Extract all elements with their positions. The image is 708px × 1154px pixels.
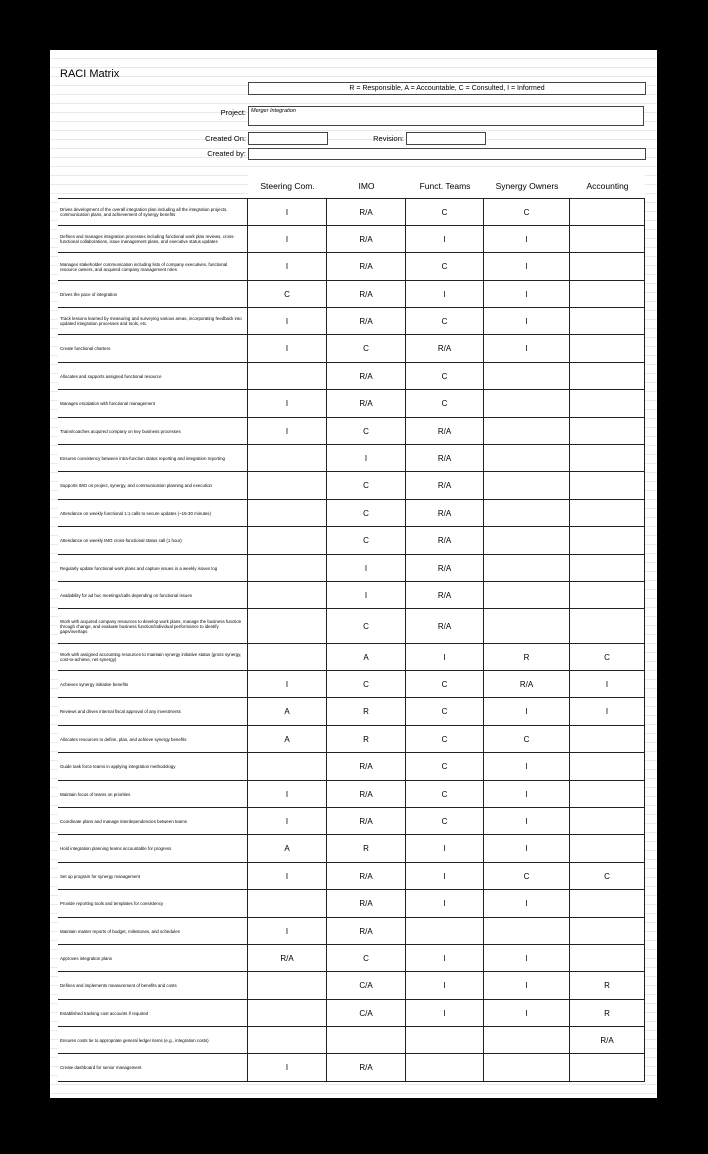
- column-header: Accounting: [570, 174, 645, 198]
- raci-cell[interactable]: C: [484, 726, 570, 752]
- raci-cell[interactable]: C: [406, 363, 484, 389]
- raci-cell[interactable]: [248, 555, 327, 581]
- table-row: [58, 390, 645, 418]
- activity-description: Trains/coaches acquired company on key business processes: [58, 418, 248, 444]
- activity-description: Coordinate plans and manage interdependencies between teams: [58, 808, 248, 834]
- raci-cell[interactable]: [570, 781, 645, 807]
- raci-cell[interactable]: [570, 808, 645, 834]
- raci-cell[interactable]: [327, 1027, 406, 1053]
- raci-cell[interactable]: [570, 726, 645, 752]
- raci-cell[interactable]: I: [406, 863, 484, 889]
- raci-cell[interactable]: R/A: [327, 226, 406, 252]
- raci-cell[interactable]: [570, 226, 645, 252]
- raci-cell[interactable]: [570, 918, 645, 944]
- raci-cell[interactable]: [484, 609, 570, 643]
- raci-cell[interactable]: I: [406, 644, 484, 670]
- raci-cell[interactable]: [484, 390, 570, 417]
- activity-description: Provide reporting tools and templates for consistency: [58, 890, 248, 917]
- raci-cell[interactable]: C/A: [327, 972, 406, 999]
- table-row: [58, 609, 645, 644]
- page-title: RACI Matrix: [60, 68, 120, 80]
- table-row: [58, 555, 645, 582]
- raci-cell[interactable]: [484, 472, 570, 499]
- spreadsheet-page: [50, 50, 657, 1098]
- activity-description: Reviews and drives internal fiscal approval of any investments: [58, 698, 248, 725]
- raci-cell[interactable]: [248, 1027, 327, 1053]
- raci-cell[interactable]: I: [327, 555, 406, 581]
- raci-cell[interactable]: R/A: [327, 253, 406, 280]
- table-row: [58, 644, 645, 671]
- raci-cell[interactable]: R/A: [406, 555, 484, 581]
- raci-cell[interactable]: [248, 500, 327, 526]
- activity-description: Approves integration plans: [58, 945, 248, 971]
- table-row: [58, 418, 645, 445]
- raci-cell[interactable]: R/A: [406, 472, 484, 499]
- raci-cell[interactable]: [248, 609, 327, 643]
- table-row: [58, 863, 645, 890]
- raci-cell[interactable]: C: [327, 335, 406, 362]
- table-row: [58, 945, 645, 972]
- raci-cell[interactable]: I: [406, 890, 484, 917]
- table-row: [58, 308, 645, 335]
- activity-description: Allocates and supports assigned functional resource: [58, 363, 248, 389]
- activity-description: Guide task force teams in applying integration methodology: [58, 753, 248, 780]
- raci-cell[interactable]: A: [248, 698, 327, 725]
- raci-cell[interactable]: R/A: [406, 445, 484, 471]
- activity-description: Ensures consistency between intra-function status reporting and integration reporting: [58, 445, 248, 471]
- raci-cell[interactable]: [484, 527, 570, 554]
- raci-cell[interactable]: R/A: [406, 335, 484, 362]
- raci-cell[interactable]: C: [570, 644, 645, 670]
- raci-cell[interactable]: [484, 445, 570, 471]
- raci-cell[interactable]: I: [327, 582, 406, 608]
- raci-cell[interactable]: C: [406, 698, 484, 725]
- table-row: [58, 890, 645, 918]
- raci-cell[interactable]: R/A: [406, 418, 484, 444]
- raci-cell[interactable]: R/A: [406, 609, 484, 643]
- raci-cell[interactable]: I: [248, 199, 327, 225]
- raci-cell[interactable]: [484, 582, 570, 608]
- column-header: Synergy Owners: [484, 174, 570, 198]
- raci-cell[interactable]: [570, 335, 645, 362]
- raci-cell[interactable]: A: [248, 726, 327, 752]
- activity-description: Work with acquired company resources to develop work plans, manage the business function through change, and evaluate business function/individual performance to identify gaps/overlaps: [58, 609, 248, 643]
- raci-cell[interactable]: R/A: [327, 363, 406, 389]
- activity-description: Achieves synergy initiative benefits: [58, 671, 248, 697]
- activity-description: Work with assigned accounting resources to maintain synergy initiative status (gross synergy, cost-to-achieve, net synergy): [58, 644, 248, 670]
- raci-cell[interactable]: [570, 609, 645, 643]
- raci-cell[interactable]: R/A: [327, 308, 406, 334]
- activity-description: Drives the pace of integration: [58, 281, 248, 307]
- raci-cell[interactable]: I: [484, 253, 570, 280]
- raci-cell[interactable]: I: [570, 698, 645, 725]
- raci-cell[interactable]: R: [570, 972, 645, 999]
- activity-description: Maintain focus of teams on priorities: [58, 781, 248, 807]
- table-row: [58, 698, 645, 726]
- raci-cell[interactable]: C: [406, 808, 484, 834]
- activity-description: Create dashboard for senior management: [58, 1054, 248, 1081]
- table-row: [58, 363, 645, 390]
- raci-cell[interactable]: R: [327, 835, 406, 862]
- activity-description: Drives development of the overall integration plan including all the integration projects, communication plans, and achievement of synergy benefits: [58, 199, 248, 225]
- raci-cell[interactable]: [570, 363, 645, 389]
- raci-cell[interactable]: I: [248, 418, 327, 444]
- raci-cell[interactable]: [570, 890, 645, 917]
- activity-description: Regularly update functional work plans and capture issues in a weekly issues log: [58, 555, 248, 581]
- raci-cell[interactable]: R/A: [327, 281, 406, 307]
- table-row: [58, 445, 645, 472]
- raci-cell[interactable]: [484, 555, 570, 581]
- raci-cell[interactable]: [570, 527, 645, 554]
- raci-cell[interactable]: R/A: [327, 863, 406, 889]
- raci-cell[interactable]: [484, 1054, 570, 1081]
- raci-cell[interactable]: R: [327, 726, 406, 752]
- raci-cell[interactable]: R/A: [327, 1054, 406, 1081]
- raci-cell[interactable]: I: [248, 335, 327, 362]
- table-row: [58, 199, 645, 226]
- raci-cell[interactable]: [570, 308, 645, 334]
- created-by-field[interactable]: [248, 148, 646, 160]
- raci-cell[interactable]: R/A: [327, 890, 406, 917]
- activity-description: Attendance on weekly IMO cross-functional status call (1 hour): [58, 527, 248, 554]
- table-row: [58, 781, 645, 808]
- raci-cell[interactable]: C: [406, 671, 484, 697]
- table-row: [58, 1054, 645, 1082]
- activity-description: Hold integration planning teams accountable for progress: [58, 835, 248, 862]
- raci-legend: R = Responsible, A = Accountable, C = Consulted, I = Informed: [248, 82, 646, 95]
- raci-cell[interactable]: [570, 472, 645, 499]
- raci-cell[interactable]: [484, 418, 570, 444]
- raci-cell[interactable]: C: [406, 781, 484, 807]
- raci-cell[interactable]: I: [248, 863, 327, 889]
- raci-cell[interactable]: C: [327, 945, 406, 971]
- raci-cell[interactable]: C: [327, 527, 406, 554]
- raci-cell[interactable]: I: [484, 1000, 570, 1026]
- raci-cell[interactable]: R/A: [484, 671, 570, 697]
- raci-table: [58, 198, 645, 1082]
- raci-cell[interactable]: I: [484, 972, 570, 999]
- raci-cell[interactable]: R/A: [406, 500, 484, 526]
- table-row: [58, 1027, 645, 1054]
- table-row: [58, 753, 645, 781]
- column-header: IMO: [327, 174, 406, 198]
- raci-cell[interactable]: [570, 945, 645, 971]
- raci-cell[interactable]: R/A: [327, 918, 406, 944]
- raci-cell[interactable]: C: [406, 753, 484, 780]
- raci-cell[interactable]: [570, 199, 645, 225]
- activity-description: Create functional charters: [58, 335, 248, 362]
- activity-description: Set up program for synergy management: [58, 863, 248, 889]
- table-row: [58, 500, 645, 527]
- activity-description: Availability for ad hoc meetings/calls depending on functional issues: [58, 582, 248, 608]
- raci-cell[interactable]: I: [484, 308, 570, 334]
- raci-cell[interactable]: R/A: [248, 945, 327, 971]
- project-label: Project:: [220, 108, 246, 117]
- raci-cell[interactable]: [484, 1027, 570, 1053]
- raci-cell[interactable]: R: [570, 1000, 645, 1026]
- created-on-field[interactable]: [248, 132, 328, 145]
- raci-cell[interactable]: I: [484, 890, 570, 917]
- raci-cell[interactable]: C: [327, 609, 406, 643]
- table-row: [58, 918, 645, 945]
- raci-cell[interactable]: C: [327, 418, 406, 444]
- raci-cell[interactable]: R/A: [406, 527, 484, 554]
- raci-cell[interactable]: I: [484, 335, 570, 362]
- raci-cell[interactable]: [248, 527, 327, 554]
- raci-cell[interactable]: A: [248, 835, 327, 862]
- raci-cell[interactable]: I: [570, 671, 645, 697]
- raci-cell[interactable]: I: [484, 945, 570, 971]
- raci-cell[interactable]: [248, 644, 327, 670]
- table-row: [58, 226, 645, 253]
- raci-cell[interactable]: [248, 972, 327, 999]
- raci-cell[interactable]: I: [248, 226, 327, 252]
- raci-cell[interactable]: C: [406, 308, 484, 334]
- created-by-label: Created by:: [207, 149, 246, 158]
- raci-cell[interactable]: I: [248, 308, 327, 334]
- raci-cell[interactable]: [248, 582, 327, 608]
- revision-label: Revision:: [373, 134, 404, 143]
- raci-cell[interactable]: C: [406, 199, 484, 225]
- activity-description: Ensures costs tie to appropriate general ledger items (e.g., integration costs): [58, 1027, 248, 1053]
- raci-cell[interactable]: I: [406, 226, 484, 252]
- raci-cell[interactable]: I: [248, 671, 327, 697]
- raci-cell[interactable]: [248, 753, 327, 780]
- raci-cell[interactable]: R/A: [327, 199, 406, 225]
- raci-cell[interactable]: [570, 281, 645, 307]
- raci-cell[interactable]: I: [484, 226, 570, 252]
- activity-description: Track lessons learned by measuring and surveying various areas, incorporating feedback into updated integration processes and tools, etc.: [58, 308, 248, 334]
- raci-cell[interactable]: [570, 835, 645, 862]
- raci-cell[interactable]: I: [248, 1054, 327, 1081]
- raci-cell[interactable]: I: [248, 781, 327, 807]
- raci-cell[interactable]: [248, 1000, 327, 1026]
- raci-cell[interactable]: [570, 445, 645, 471]
- raci-cell[interactable]: C: [406, 390, 484, 417]
- table-row: [58, 835, 645, 863]
- raci-cell[interactable]: R/A: [327, 753, 406, 780]
- table-row: [58, 1000, 645, 1027]
- activity-description: Maintain master reports of budget, milestones, and schedules: [58, 918, 248, 944]
- raci-cell[interactable]: I: [406, 1000, 484, 1026]
- raci-cell[interactable]: I: [406, 972, 484, 999]
- raci-cell[interactable]: C: [484, 199, 570, 225]
- raci-cell[interactable]: I: [248, 918, 327, 944]
- raci-cell[interactable]: [406, 1054, 484, 1081]
- table-row: [58, 671, 645, 698]
- raci-cell[interactable]: R/A: [327, 808, 406, 834]
- table-row: [58, 808, 645, 835]
- raci-cell[interactable]: I: [484, 698, 570, 725]
- raci-cell[interactable]: I: [484, 835, 570, 862]
- table-row: [58, 335, 645, 363]
- table-row: [58, 726, 645, 753]
- activity-description: Manages escalation with functional management: [58, 390, 248, 417]
- raci-cell[interactable]: C/A: [327, 1000, 406, 1026]
- raci-cell[interactable]: R/A: [327, 781, 406, 807]
- raci-cell[interactable]: I: [484, 781, 570, 807]
- raci-cell[interactable]: I: [484, 808, 570, 834]
- project-field[interactable]: Merger Integration: [248, 106, 644, 126]
- revision-field[interactable]: [406, 132, 486, 145]
- raci-cell[interactable]: C: [327, 500, 406, 526]
- table-row: [58, 972, 645, 1000]
- raci-cell[interactable]: [406, 918, 484, 944]
- raci-cell[interactable]: R/A: [406, 582, 484, 608]
- raci-cell[interactable]: C: [248, 281, 327, 307]
- raci-cell[interactable]: [570, 582, 645, 608]
- raci-cell[interactable]: I: [484, 281, 570, 307]
- table-row: [58, 472, 645, 500]
- raci-cell[interactable]: [248, 472, 327, 499]
- column-header: Steering Com.: [248, 174, 327, 198]
- raci-cell[interactable]: I: [248, 390, 327, 417]
- raci-cell[interactable]: [570, 753, 645, 780]
- table-row: [58, 281, 645, 308]
- column-header: Funct. Teams: [406, 174, 484, 198]
- raci-cell[interactable]: A: [327, 644, 406, 670]
- activity-description: Manages stakeholder communication including lists of company executives, functional resource owners, and acquired company management roles: [58, 253, 248, 280]
- raci-cell[interactable]: C: [406, 726, 484, 752]
- activity-description: Supports IMO on project, synergy, and communication planning and execution: [58, 472, 248, 499]
- raci-cell[interactable]: [406, 1027, 484, 1053]
- activity-description: Defines and manages integration processes including functional work plan reviews, cross-functional collaborations, issue management plans, and executive status updates: [58, 226, 248, 252]
- raci-cell[interactable]: I: [327, 445, 406, 471]
- activity-description: Attendance on weekly functional 1:1 calls to secure updates (~15-30 minutes): [58, 500, 248, 526]
- raci-cell[interactable]: [570, 390, 645, 417]
- raci-cell[interactable]: [570, 500, 645, 526]
- raci-cell[interactable]: C: [484, 863, 570, 889]
- activity-description: Allocates resources to define, plan, and achieve synergy benefits: [58, 726, 248, 752]
- raci-cell[interactable]: [248, 445, 327, 471]
- raci-cell[interactable]: [484, 918, 570, 944]
- raci-cell[interactable]: [248, 363, 327, 389]
- created-on-label: Created On:: [205, 134, 246, 143]
- raci-cell[interactable]: [248, 890, 327, 917]
- activity-description: Defines and implements measurement of benefits and costs: [58, 972, 248, 999]
- raci-cell[interactable]: C: [570, 863, 645, 889]
- raci-cell[interactable]: R: [484, 644, 570, 670]
- raci-cell[interactable]: [484, 500, 570, 526]
- raci-cell[interactable]: C: [406, 253, 484, 280]
- table-row: [58, 253, 645, 281]
- raci-cell[interactable]: I: [406, 281, 484, 307]
- raci-cell[interactable]: I: [248, 808, 327, 834]
- raci-cell[interactable]: [570, 418, 645, 444]
- table-row: [58, 527, 645, 555]
- raci-cell[interactable]: I: [406, 945, 484, 971]
- raci-cell[interactable]: I: [248, 253, 327, 280]
- raci-cell[interactable]: [570, 555, 645, 581]
- raci-cell[interactable]: C: [327, 671, 406, 697]
- raci-cell[interactable]: R/A: [570, 1027, 645, 1053]
- raci-cell[interactable]: [570, 253, 645, 280]
- raci-cell[interactable]: C: [327, 472, 406, 499]
- raci-cell[interactable]: R: [327, 698, 406, 725]
- raci-cell[interactable]: [484, 363, 570, 389]
- raci-cell[interactable]: I: [484, 753, 570, 780]
- raci-cell[interactable]: I: [406, 835, 484, 862]
- raci-cell[interactable]: [570, 1054, 645, 1081]
- table-row: [58, 582, 645, 609]
- raci-cell[interactable]: R/A: [327, 390, 406, 417]
- activity-description: Established tracking cost accounts if required: [58, 1000, 248, 1026]
